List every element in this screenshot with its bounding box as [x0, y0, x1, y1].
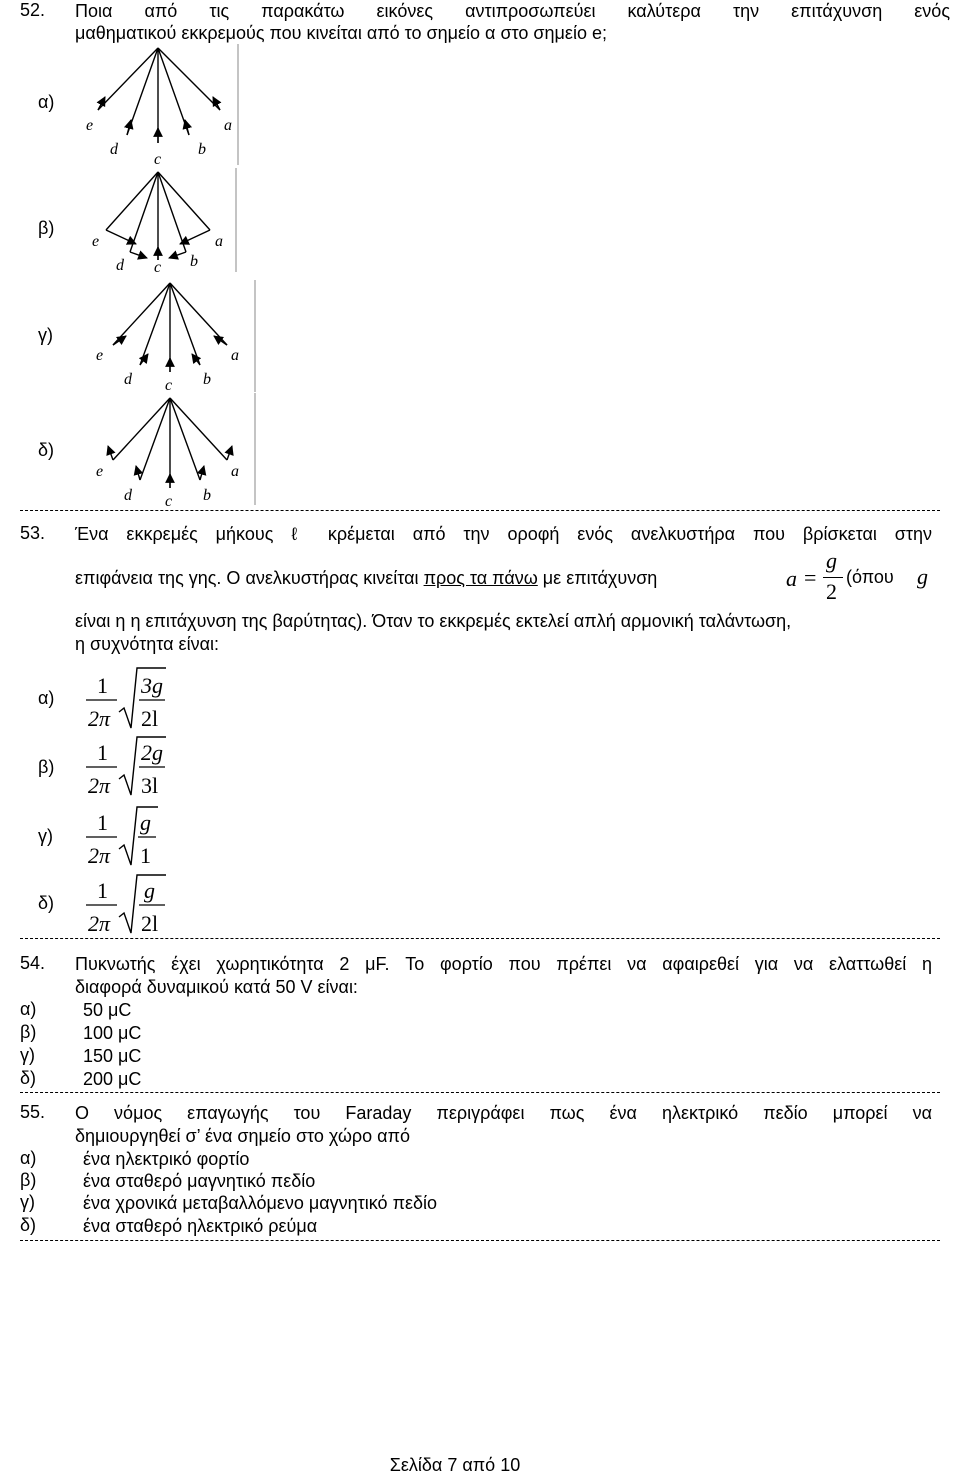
q53-option-a-label: α) [38, 688, 55, 708]
question-53-text-line3: είναι η η επιτάχυνση της βαρύτητας). Όταν το εκκρεμές εκτελεί απλή αρμονική ταλάντωση, [75, 611, 792, 631]
q54-option-c-label: γ) [20, 1045, 35, 1065]
q55-option-a-text: ένα ηλεκτρικό φορτίο [83, 1149, 250, 1169]
q55-option-d-text: ένα σταθερό ηλεκτρικό ρεύμα [83, 1216, 318, 1236]
q54-option-d-text: 200 μC [83, 1069, 142, 1089]
q52c-label-d: d [124, 371, 132, 388]
pendulum-diagram-a [86, 44, 238, 168]
question-53-text-line4: η συχνότητα είναι: [75, 634, 219, 654]
fc-rad-num: g [140, 810, 151, 835]
q52a-label-a: a [224, 117, 232, 134]
q53-option-d-label: δ) [38, 893, 55, 913]
q52b-label-e: e [92, 233, 100, 250]
fa-coef-num: 1 [97, 673, 108, 698]
formula-d [86, 875, 166, 936]
q52d-label-d: d [124, 487, 132, 504]
pendulum-diagram-d [96, 393, 255, 510]
fc-rad-den: 1 [140, 843, 151, 868]
q52-option-b-label: β) [38, 218, 55, 238]
accel-equals: = [804, 565, 817, 590]
q52b-label-b: b [190, 253, 198, 270]
fc-coef-den: 2π [88, 843, 111, 868]
accel-denominator: 2 [826, 579, 837, 604]
pendulum-diagram-c [96, 280, 255, 394]
fa-rad-den: 2l [141, 706, 159, 731]
accel-lhs: a [786, 566, 797, 591]
formula-b [86, 737, 166, 798]
page-number-footer: Σελίδα 7 από 10 [389, 1455, 521, 1475]
accel-numerator: g [826, 548, 837, 573]
frequency-formulas [0, 660, 260, 940]
question-55-text-line1: Ο νόμος επαγωγής του Faraday περιγράφει πως ένα ηλεκτρικό πεδίο μπορεί να [75, 1103, 932, 1123]
fb-rad-num: 2g [141, 740, 163, 765]
formula-c [86, 807, 158, 868]
q52a-label-e: e [86, 117, 94, 134]
q52d-label-a: a [231, 463, 239, 480]
q52d-label-e: e [96, 463, 104, 480]
q55-option-a-label: α) [20, 1148, 37, 1168]
question-53-where: (όπου [846, 567, 894, 587]
q54-option-c-text: 150 μC [83, 1046, 142, 1066]
question-55-text-line2: δημιουργηθεί σ’ ένα σημείο στο χώρο από [75, 1126, 411, 1146]
separator-4 [20, 1240, 940, 1241]
formula-a [86, 668, 166, 731]
fd-rad-num: g [144, 878, 155, 903]
q53-option-c-label: γ) [38, 826, 53, 846]
question-54-number: 54. [20, 953, 46, 973]
fa-rad-num: 3g [141, 673, 163, 698]
q52c-label-a: a [231, 347, 239, 364]
question-52-text-line1: Ποια από τις παρακάτω εικόνες αντιπροσωπεύει καλύτερα την επιτάχυνση ενός [75, 1, 950, 21]
question-52-number: 52. [20, 0, 46, 20]
q55-option-c-label: γ) [20, 1192, 35, 1212]
fd-coef-den: 2π [88, 911, 111, 936]
fb-coef-den: 2π [88, 773, 111, 798]
fb-rad-den: 3l [141, 773, 159, 798]
q54-option-d-label: δ) [20, 1068, 37, 1088]
fa-coef-den: 2π [88, 706, 111, 731]
q54-option-a-text: 50 μC [83, 1000, 132, 1020]
separator-2 [20, 938, 940, 939]
q54-option-b-text: 100 μC [83, 1023, 142, 1043]
q52a-label-d: d [110, 141, 118, 158]
q52-option-d-label: δ) [38, 440, 55, 460]
separator-1 [20, 510, 940, 511]
q52c-label-b: b [203, 371, 211, 388]
question-52-text-line2: μαθηματικού εκκρεμούς που κινείται από το σημείο α στο σημείο e; [75, 23, 607, 43]
question-54-text-line1: Πυκνωτής έχει χωρητικότητα 2 μF. Το φορτίο που πρέπει να αφαιρεθεί για να ελαττωθεί η [75, 954, 932, 974]
pendulum-diagrams [0, 0, 960, 520]
question-53-text-line1: Ένα εκκρεμές μήκους ℓ κρέμεται από την οροφή ενός ανελκυστήρα που βρίσκεται στην [75, 524, 932, 544]
underlined-phrase: προς τα πάνω [423, 568, 538, 588]
q52a-label-c: c [154, 151, 162, 168]
fc-coef-num: 1 [97, 810, 108, 835]
q52a-label-b: b [198, 141, 206, 158]
fd-rad-den: 2l [141, 911, 159, 936]
q52b-label-a: a [215, 233, 223, 250]
q52c-label-e: e [96, 347, 104, 364]
q54-option-b-label: β) [20, 1022, 37, 1042]
pendulum-diagram-b [92, 168, 236, 276]
g-symbol: g [917, 564, 928, 589]
separator-3 [20, 1092, 940, 1093]
question-53-text-line2: επιφάνεια της γης. Ο ανελκυστήρας κινείται προς τα πάνω με επιτάχυνση [75, 568, 658, 588]
accel-fraction-bar [823, 577, 843, 578]
q52c-label-c: c [165, 377, 173, 394]
fb-coef-num: 1 [97, 740, 108, 765]
q53-option-b-label: β) [38, 757, 55, 777]
q52-option-c-label: γ) [38, 325, 53, 345]
q52b-label-c: c [154, 259, 162, 276]
question-53-number: 53. [20, 523, 46, 543]
question-54-text-line2: διαφορά δυναμικού κατά 50 V είναι: [75, 977, 358, 997]
question-55-number: 55. [20, 1102, 46, 1122]
q55-option-b-text: ένα σταθερό μαγνητικό πεδίο [83, 1171, 316, 1191]
q55-option-d-label: δ) [20, 1215, 37, 1235]
q52d-label-c: c [165, 493, 173, 510]
q52d-label-b: b [203, 487, 211, 504]
q54-option-a-label: α) [20, 999, 37, 1019]
q55-option-c-text: ένα χρονικά μεταβαλλόμενο μαγνητικό πεδίο [83, 1193, 438, 1213]
q55-option-b-label: β) [20, 1170, 37, 1190]
q52b-label-d: d [116, 257, 124, 274]
q52-option-a-label: α) [38, 92, 55, 112]
fd-coef-num: 1 [97, 878, 108, 903]
